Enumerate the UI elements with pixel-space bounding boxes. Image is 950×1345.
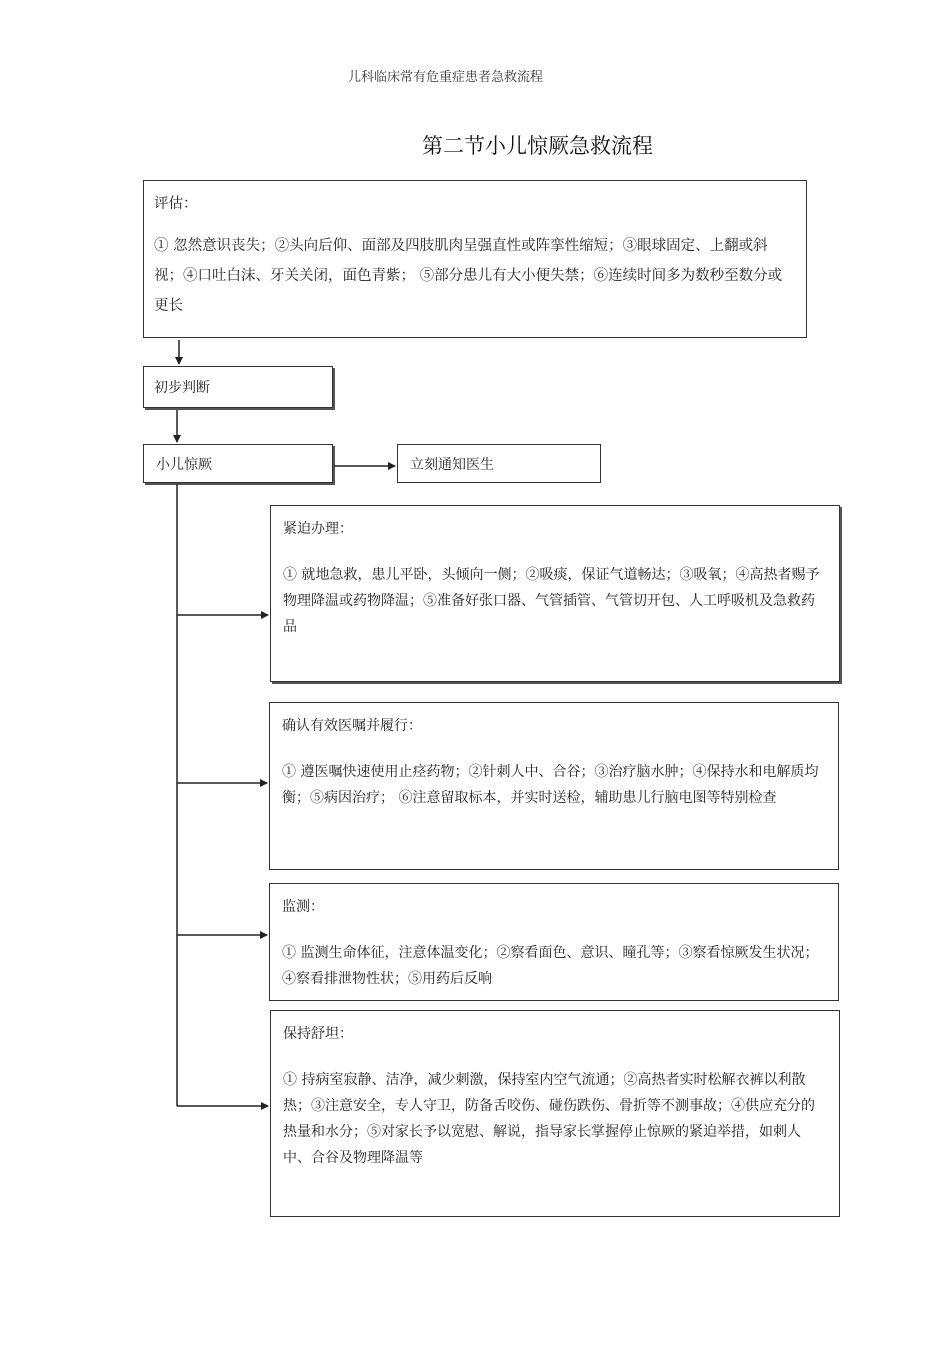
assessment-content: ① 忽然意识丧失；②头向后仰、面部及四肢肌肉呈强直性或阵挛性缩短；③眼球固定、上翻或斜视；④口吐白沫、牙关关闭，面色青紫； ⑤部分患儿有大小便失禁；⑥连续时间多为数秒至数分或更长: [154, 238, 783, 314]
urgent-handling-label: 紧迫办理：: [283, 521, 353, 537]
monitoring-box: [269, 883, 839, 1001]
urgent-handling-content: ① 就地急救，患儿平卧，头倾向一侧；②吸痰，保证气道畅达；③吸氧；④高热者赐予物理降温或药物降温；⑤准备好张口器、气管插管、气管切开包、人工呼吸机及急救药品: [283, 567, 820, 635]
confirm-orders-content: ① 遵医嘱快速使用止痉药物；②针刺人中、合谷；③治疗脑水肿；④保持水和电解质均衡；⑤病因治疗； ⑥注意留取标本，并实时送检，辅助患儿行脑电图等特别检查: [282, 764, 819, 806]
running-header: 儿科临床常有危重症患者急救流程: [348, 70, 544, 85]
preliminary-judgment-box: [143, 366, 333, 408]
page-title: 第二节小儿惊厥急救流程: [422, 134, 653, 158]
urgent-handling-box: [270, 505, 840, 682]
pediatric-seizure-label: 小儿惊厥: [156, 457, 212, 473]
notify-doctor-label: 立刻通知医生: [410, 457, 494, 473]
preliminary-judgment-label: 初步判断: [154, 380, 210, 396]
pediatric-seizure-box: [143, 444, 333, 483]
comfort-care-content: ① 持病室寂静、洁净，减少刺激，保持室内空气流通；②高热者实时松解衣裤以利散热；③注意安全，专人守卫，防备舌咬伤、碰伤跌伤、骨折等不测事故；④供应充分的热量和水分；⑤对家长予以宽慰、解说，指导家长掌握停止惊厥的紧迫举措，如刺人中、合谷及物理降温等: [283, 1072, 815, 1166]
comfort-care-box: [270, 1010, 840, 1217]
monitoring-content: ① 监测生命体征，注意体温变化；②察看面色、意识、瞳孔等；③察看惊厥发生状况；④察看排泄物性状；⑤用药后反响: [282, 945, 819, 987]
monitoring-label: 监测：: [282, 899, 324, 915]
confirm-orders-label: 确认有效医嘱并履行：: [282, 718, 422, 734]
comfort-care-label: 保持舒坦：: [283, 1026, 353, 1042]
confirm-orders-box: [269, 702, 839, 870]
assessment-box: [143, 180, 807, 338]
assessment-label: 评估：: [154, 196, 198, 212]
notify-doctor-box: [397, 444, 601, 483]
